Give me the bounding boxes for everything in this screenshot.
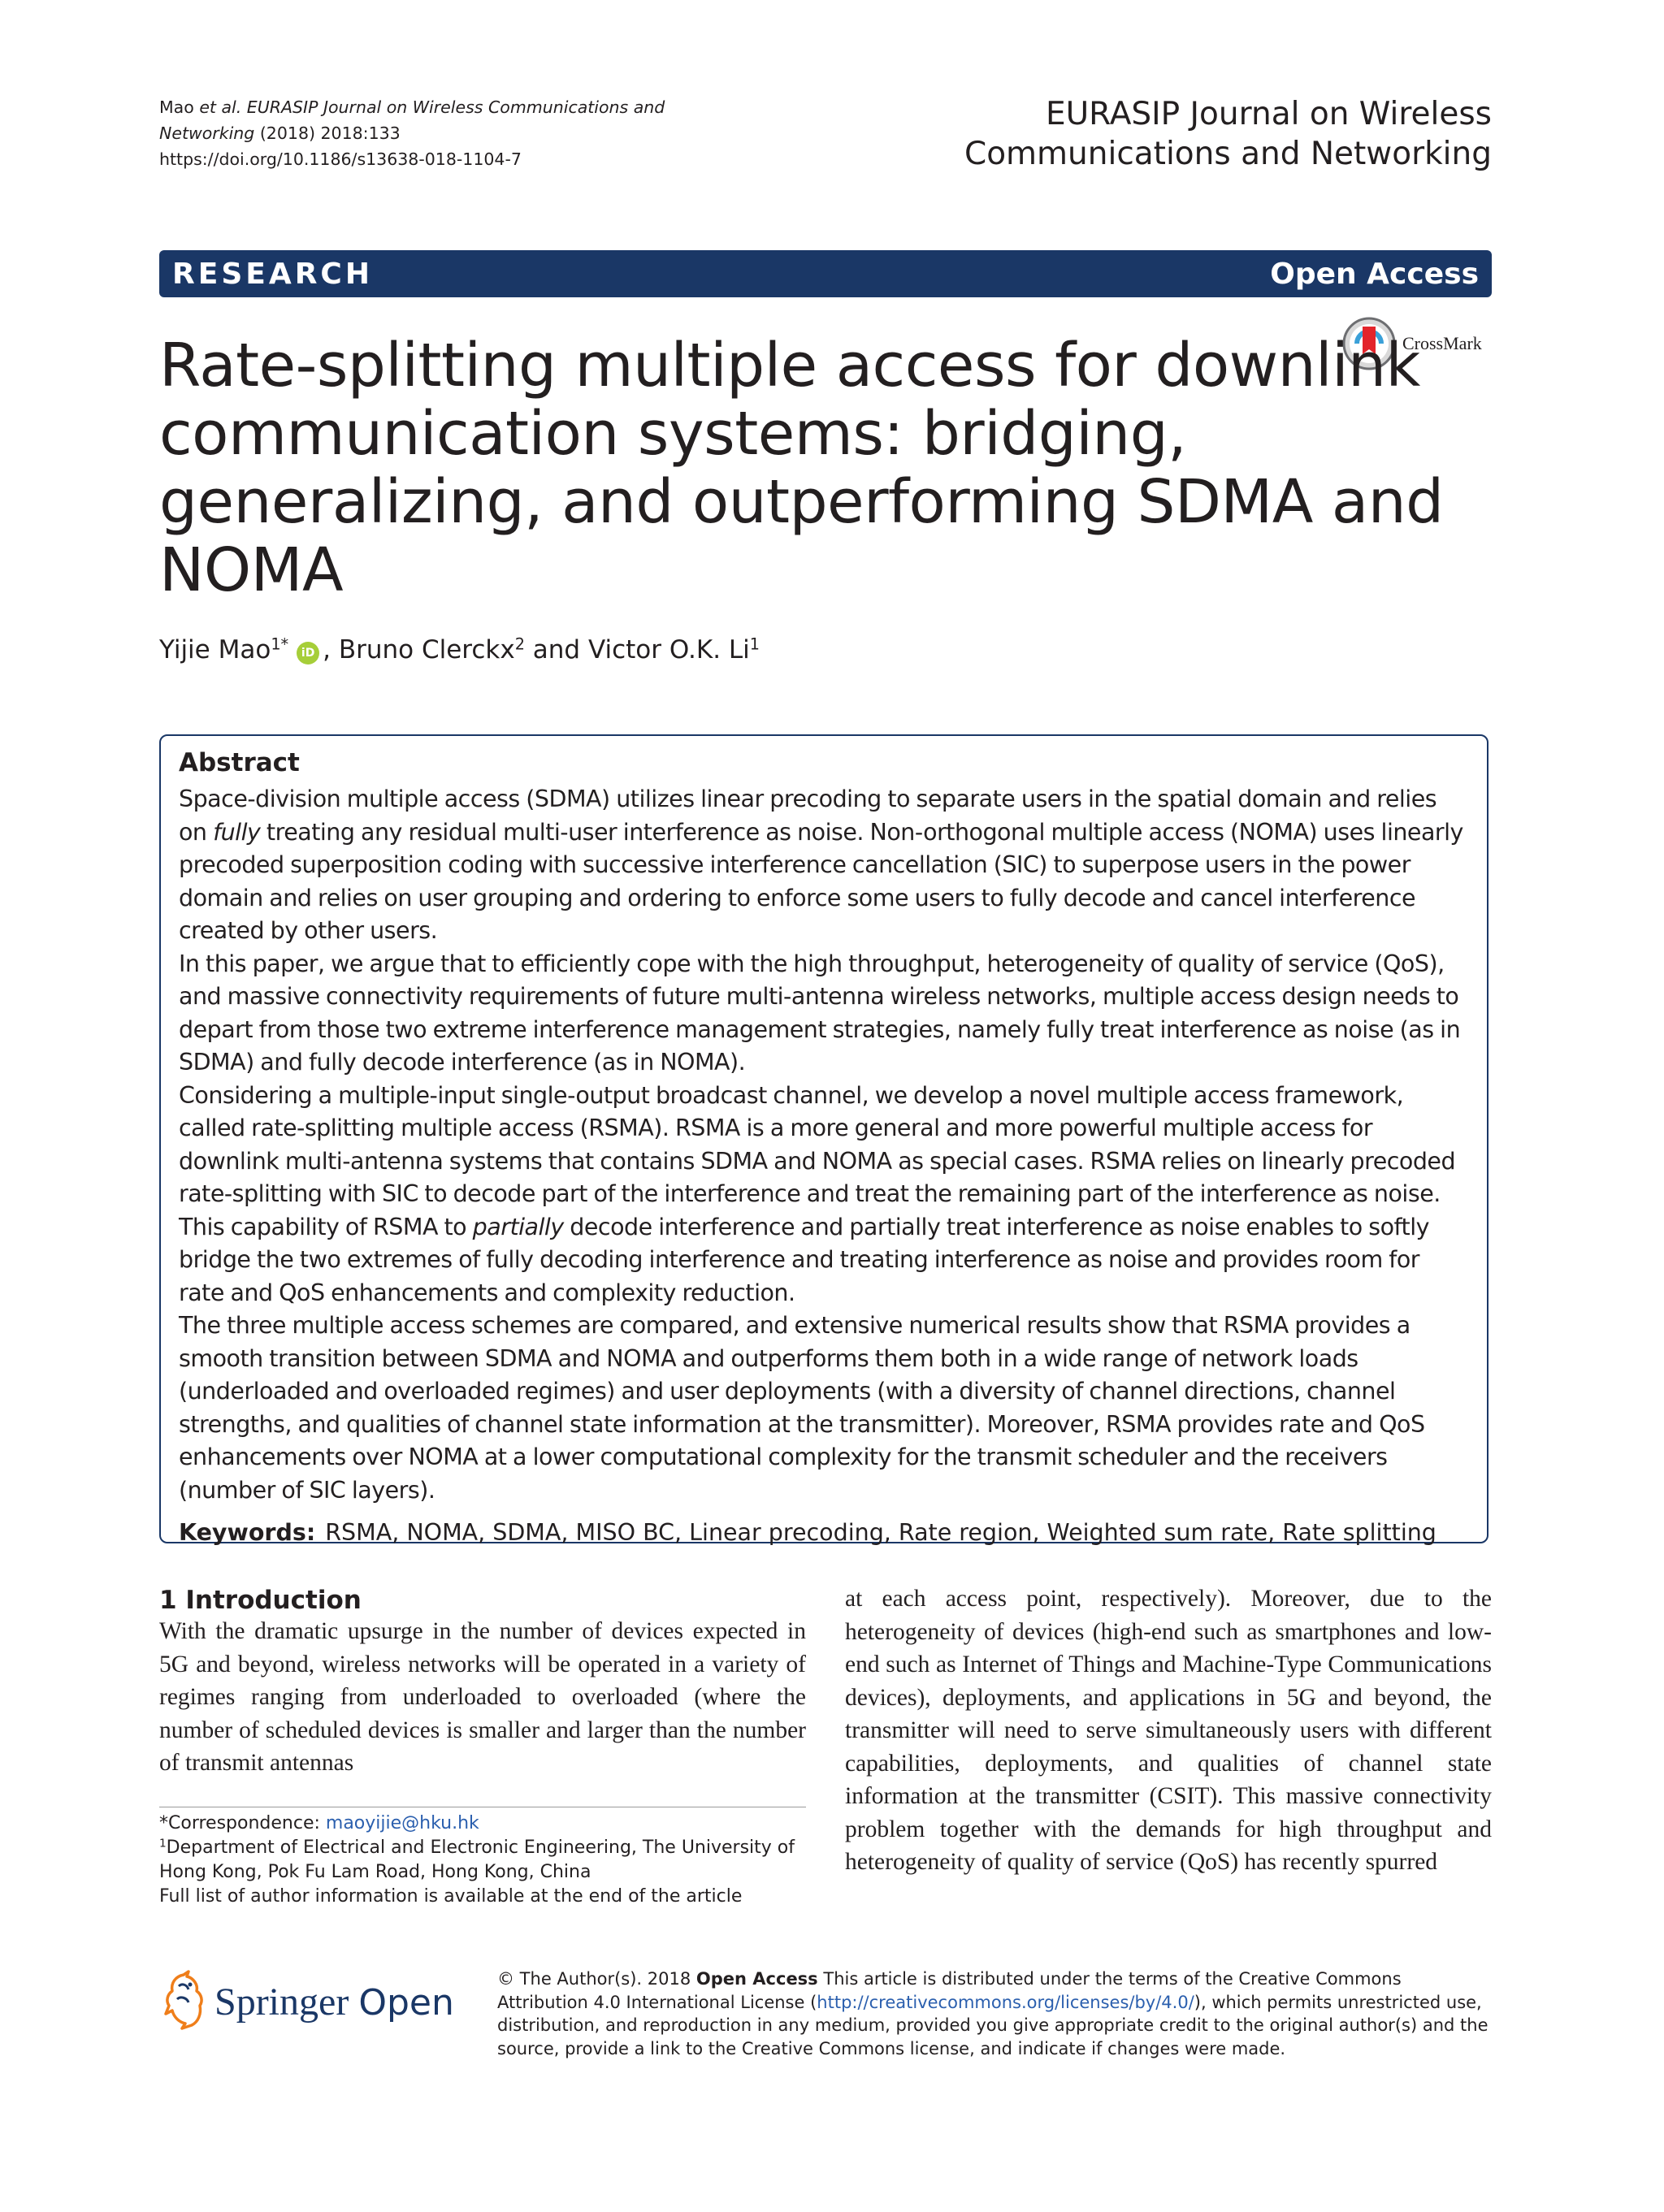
cite-year: (2018) 2018:133 — [254, 123, 401, 143]
license-open-access: Open Access — [696, 1969, 818, 1989]
abstract-paragraph-2: In this paper, we argue that to efficiently cope with the high throughput, heterogeneity of quality of service (QoS), and massive connectivity requirements of future multi-antenna wireless networks, multiple access design needs to depart from those two extreme interference management strategies, namely fully treat interference as noise (as in SDMA) and fully decode interference (as in NOMA). — [179, 950, 1461, 1076]
intro-column-right: at each access point, respectively). Moreover, due to the heterogeneity of devices (high-end such as smartphones and low-end such as Internet of Things and Machine-Type Communications devices), deployments, and applications in 5G and beyond, the transmitter will need to serve simultaneously users with different capabilities, deployments, and qualities of channel state information at the transmitter (CSIT). This massive connectivity problem together with the demands for high throughput and heterogeneity of quality of service (QoS) has recently spurred — [845, 1586, 1492, 1875]
author-list — [159, 634, 760, 666]
cite-journal-cont: Networking — [159, 123, 255, 143]
author-2-affil: 2 — [514, 634, 525, 654]
footnotes — [159, 1812, 809, 1909]
correspondence-email[interactable]: maoyijie@hku.hk — [325, 1813, 479, 1833]
abstract-p1-emphasis: fully — [213, 818, 261, 846]
springer-horse-icon — [159, 1970, 208, 2030]
correspondence-label: *Correspondence: — [159, 1813, 326, 1833]
publisher-logo — [159, 1968, 468, 2033]
abstract-p3-emphasis: partially — [472, 1213, 564, 1240]
author-3[interactable]: and Victor O.K. Li — [524, 635, 750, 664]
license-copyright: © The Author(s). 2018 — [497, 1969, 696, 1989]
section-heading-introduction: 1 Introduction — [159, 1586, 362, 1615]
abstract-paragraph-1 — [179, 783, 1469, 948]
journal-name — [874, 94, 1492, 174]
abstract-paragraph-3 — [179, 1080, 1469, 1310]
cite-etal: et al. — [199, 97, 242, 117]
abstract-paragraph-4: The three multiple access schemes are compared, and extensive numerical results show that RSMA provides a smooth transition between SDMA and NOMA and outperforms them both in a wide range of network loads (underloaded and overloaded regimes) and user deployments (with a diversity of channel directions, channel strengths, and qualities of channel state information at the transmitter). Moreover, RSMA provides rate and QoS enhancements over NOMA at a lower computational complexity for the transmit scheduler and the receivers (number of SIC layers). — [179, 1312, 1425, 1504]
author-1[interactable]: Yijie Mao — [159, 635, 271, 664]
keywords-list: RSMA, NOMA, SDMA, MISO BC, Linear precoding, Rate region, Weighted sum rate, Rate splitting — [325, 1519, 1436, 1546]
license-text: This article is distributed under the terms of the Creative Commons Attribution 4.0 International License ( — [497, 1969, 1402, 2012]
author-info-note: Full list of author information is available at the end of the article — [159, 1886, 743, 1907]
author-2[interactable]: , Bruno Clerckx — [323, 635, 515, 664]
publisher-springer: Springer — [214, 1980, 349, 2024]
open-access-label: Open Access — [1270, 258, 1479, 291]
keywords — [179, 1517, 1469, 1549]
citation-header — [159, 94, 777, 172]
publisher-open: Open — [358, 1982, 454, 2024]
abstract-p1-text-cont: treating any residual multi-user interference as noise. Non-orthogonal multiple access (NOMA) uses linearly precoded superposition coding with successive interference cancellation (SIC) to superpose users in the power domain and relies on user grouping and ordering to enforce some users to fully decode and cancel interference created by other users. — [179, 818, 1463, 944]
correspondence — [159, 1812, 809, 1836]
orcid-icon[interactable]: iD — [297, 642, 319, 664]
article-type-banner — [159, 250, 1492, 297]
article-title: Rate-splitting multiple access for downlink communication systems: bridging, generalizing, and outperforming SDMA and NOMA — [159, 331, 1444, 605]
abstract-p1-text: Space-division multiple access (SDMA) utilizes linear precoding to separate users in the spatial domain and relies on — [179, 786, 1437, 846]
doi-link[interactable]: https://doi.org/10.1186/s13638-018-1104-7 — [159, 149, 522, 169]
affiliation-text: Department of Electrical and Electronic Engineering, The University of Hong Kong, Pok Fu Lam Road, Hong Kong, China — [159, 1838, 795, 1882]
journal-line-2: Communications and Networking — [964, 136, 1492, 172]
journal-line-1: EURASIP Journal on Wireless — [1046, 96, 1492, 132]
publisher-name — [214, 1980, 454, 2024]
article-type-label: RESEARCH — [172, 258, 373, 291]
author-3-affil: 1 — [749, 634, 760, 654]
keywords-label: Keywords: — [179, 1519, 316, 1546]
crossmark-label: CrossMark — [1402, 333, 1482, 353]
license-link[interactable]: http://creativecommons.org/licenses/by/4.0/ — [817, 1992, 1194, 2012]
abstract-box — [159, 734, 1488, 1546]
cite-journal: EURASIP Journal on Wireless Communications and — [241, 97, 665, 117]
abstract-p3-text-cont: decode interference and partially treat interference as noise enables to softly bridge the two extremes of fully decoding interference and treating interference as noise and provides room for rate and QoS enhancements and complexity reduction. — [179, 1213, 1430, 1306]
intro-column-left: With the dramatic upsurge in the number of devices expected in 5G and beyond, wireless networks will be operated in a variety of regimes ranging from underloaded to overloaded (where the number of scheduled devices is smaller and larger than the number of transmit antennas — [159, 1618, 806, 1776]
license-text-cont: ), which permits unrestricted use, distribution, and reproduction in any medium, provided you give appropriate credit to the original author(s) and the source, provide a link to the Creative Commons license, and indicate if changes were made. — [497, 1992, 1488, 2058]
license-notice — [497, 1967, 1497, 2060]
abstract-heading: Abstract — [179, 748, 300, 777]
affiliation-number: 1 — [159, 1837, 167, 1851]
author-1-affil: 1* — [271, 634, 289, 654]
abstract-p3-text: Considering a multiple-input single-output broadcast channel, we develop a novel multiple access framework, called rate-splitting multiple access (RSMA). RSMA is a more general and more powerful multiple access for downlink multi-antenna systems that contains SDMA and NOMA as special cases. RSMA relies on linearly precoded rate-splitting with SIC to decode part of the interference and treat the remaining part of the interference as noise. This capability of RSMA to — [179, 1081, 1456, 1240]
cite-authors: Mao — [159, 97, 200, 117]
affiliation — [159, 1836, 809, 1885]
